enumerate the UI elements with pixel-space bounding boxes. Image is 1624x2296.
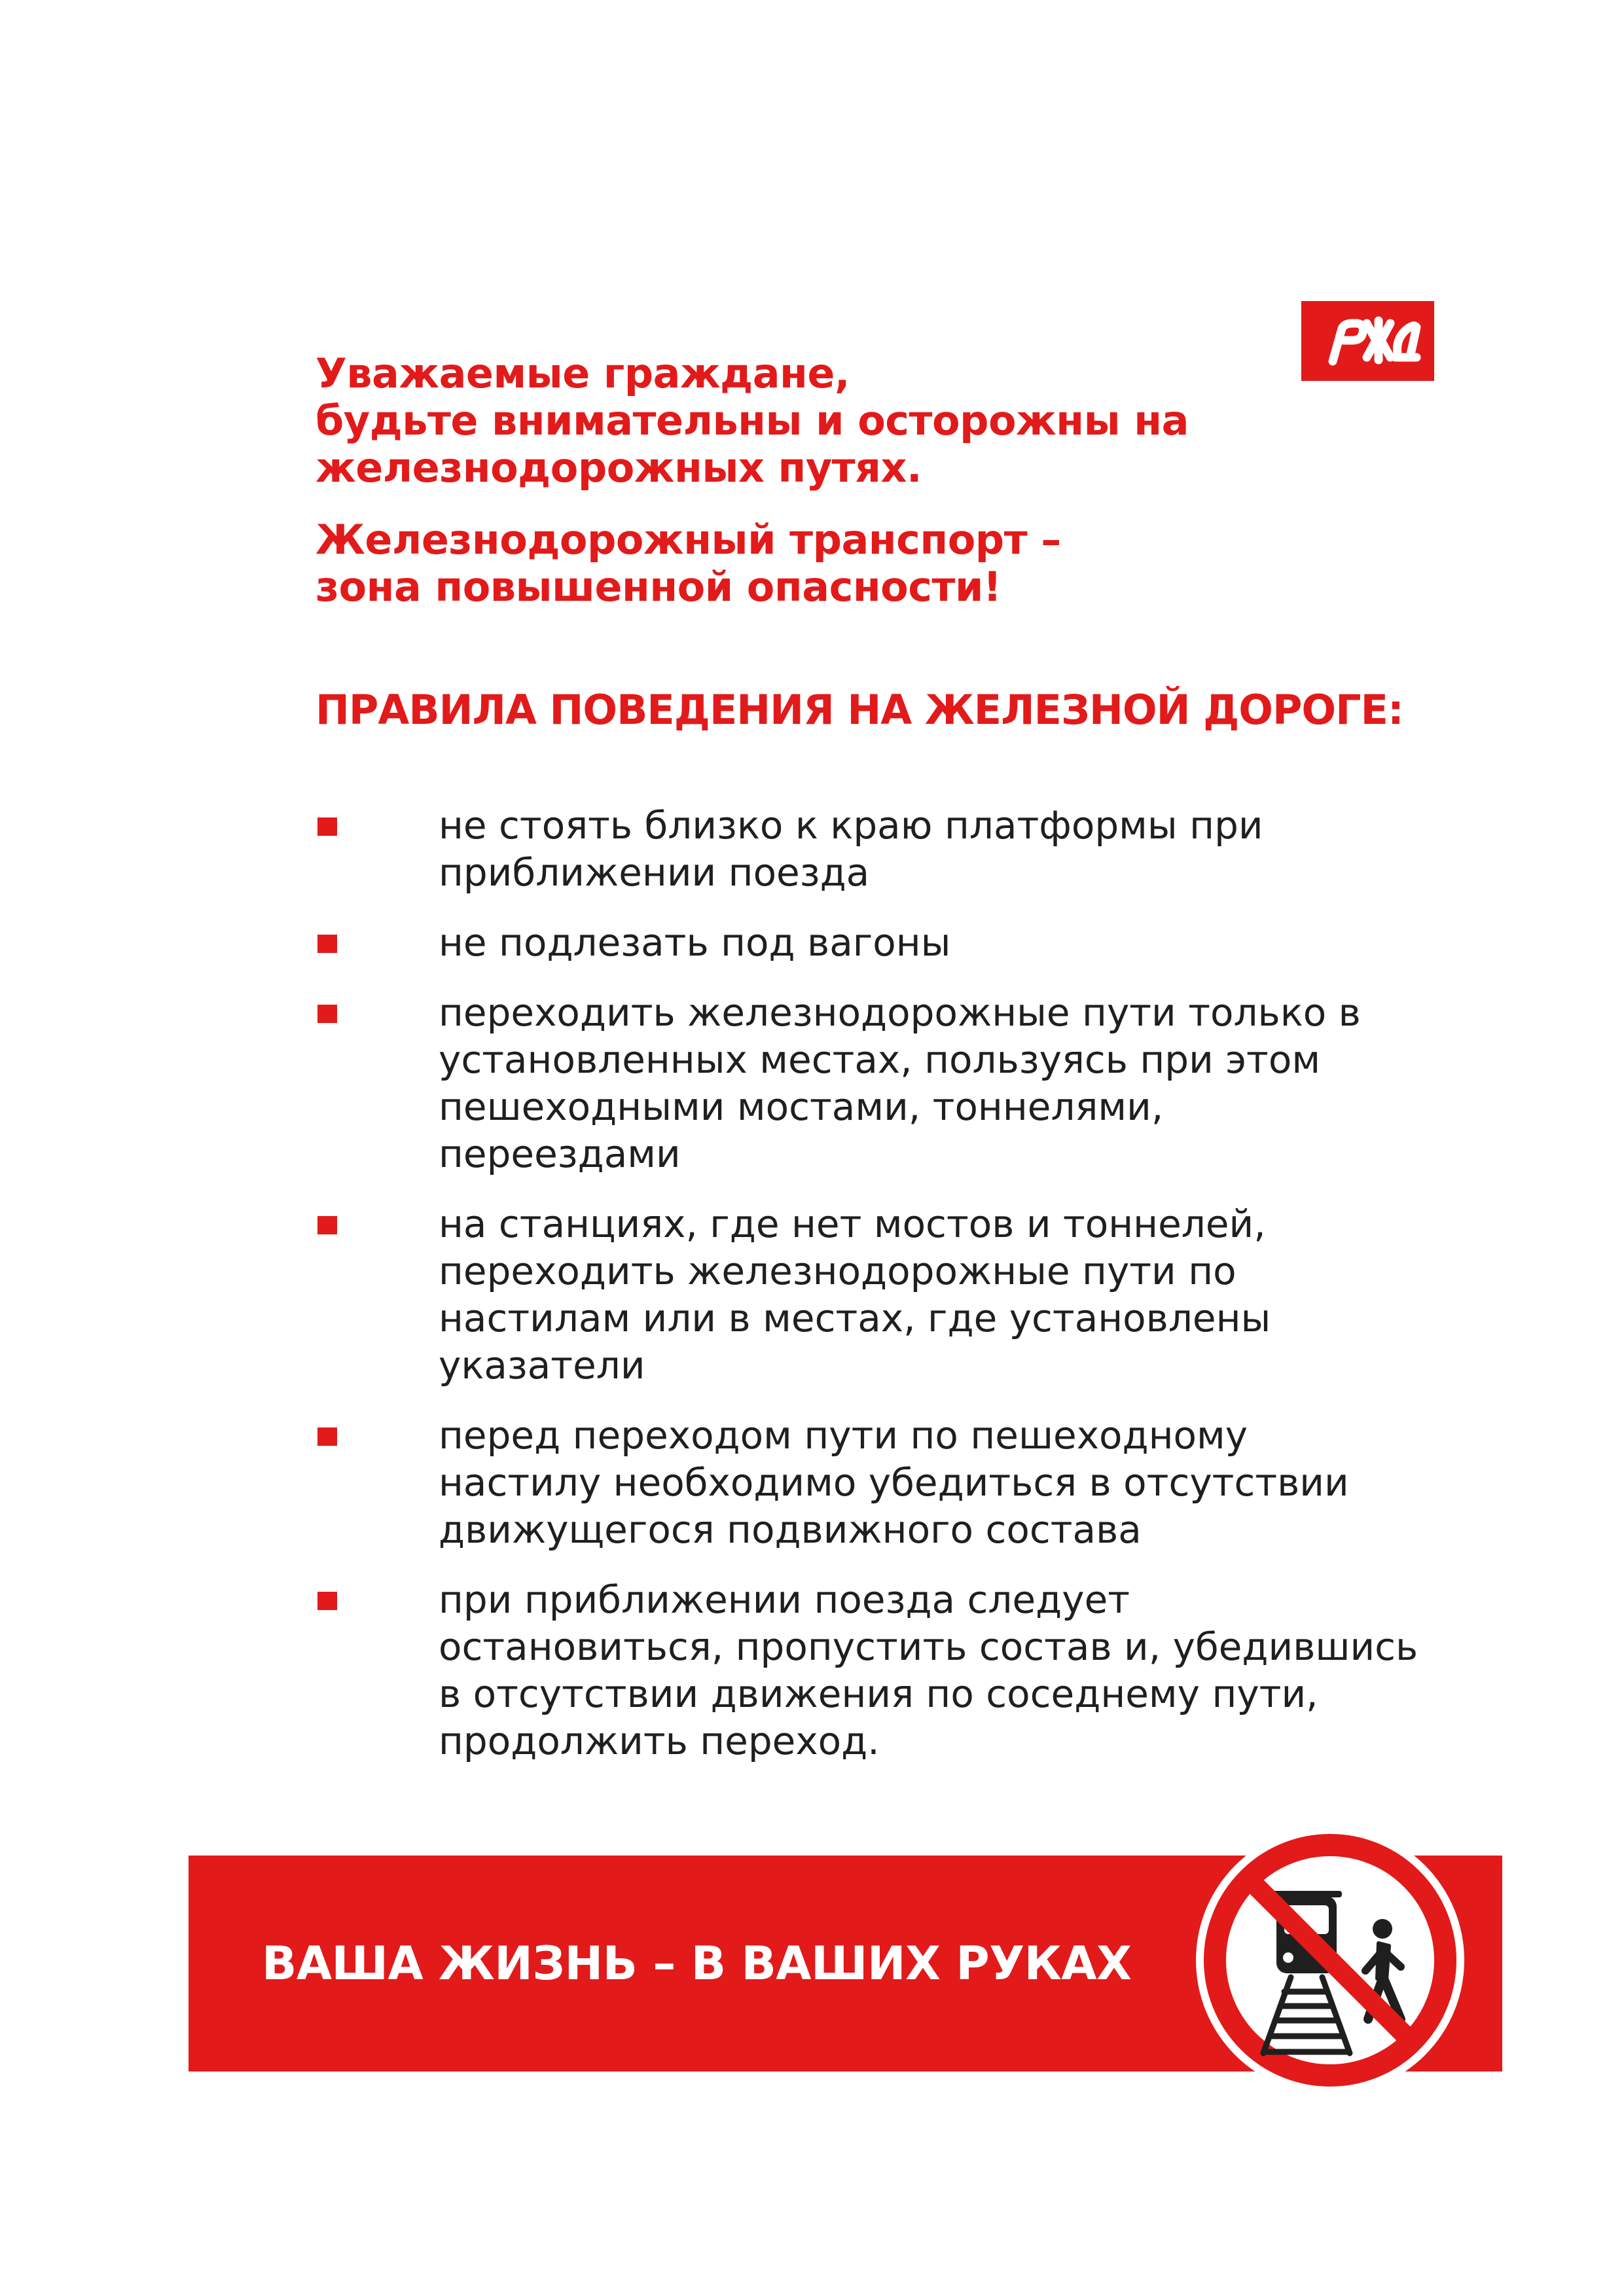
no-walking-on-tracks-icon [1193,1823,1468,2098]
bullet-square-icon [317,935,337,953]
list-item [316,1412,1428,1553]
bullet-square-icon [317,1216,337,1234]
list-item [316,989,1428,1177]
intro-text [316,350,1428,611]
rule-text: перед переходом пути по пешеходному настилу необходимо убедиться в отсутствии движущегося подвижного состава [439,1413,1349,1552]
rules-heading: ПРАВИЛА ПОВЕДЕНИЯ НА ЖЕЛЕЗНОЙ ДОРОГЕ: [316,686,1403,734]
rule-text: переходить железнодорожные пути только в установленных местах, пользуясь при этом пешеходными мостами, тоннелями, переездами [439,990,1361,1176]
greeting-text: Уважаемые граждане, будьте внимательны и осторожны на железнодорожных путях. [316,350,1189,492]
list-item [316,1576,1428,1765]
bullet-square-icon [317,1005,337,1023]
danger-zone-text: Железнодорожный транспорт – зона повышенной опасности! [316,516,1061,611]
bullet-square-icon [317,817,337,836]
rule-text: не подлезать под вагоны [439,920,951,965]
rule-text: не стоять близко к краю платформы при приближении поезда [439,803,1263,895]
rule-text: при приближении поезда следует остановиться, пропустить состав и, убедившись в отсутствии движения по соседнему пути, продолжить переход. [439,1577,1418,1763]
bullet-square-icon [317,1427,337,1446]
list-item [316,1200,1428,1389]
rules-list [316,802,1428,1787]
list-item [316,919,1428,966]
slogan-text: ВАША ЖИЗНЬ – В ВАШИХ РУКАХ [262,1937,1132,1990]
list-item [316,802,1428,896]
bullet-square-icon [317,1592,337,1610]
rule-text: на станциях, где нет мостов и тоннелей, переходить железнодорожные пути по настилам или в местах, где установлены указатели [439,1202,1271,1388]
